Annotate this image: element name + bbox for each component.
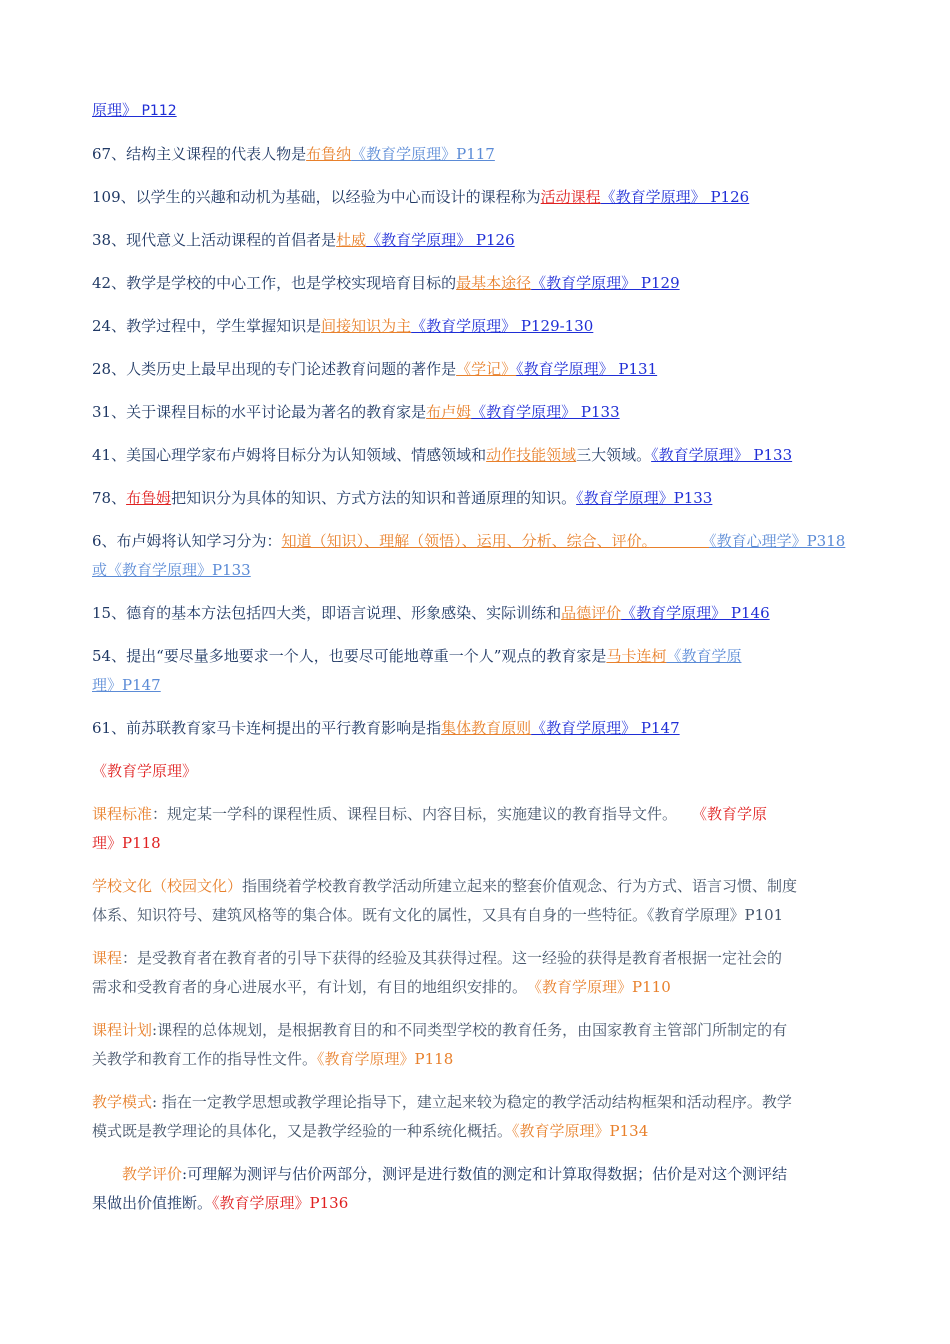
- definition-teaching-model: [92, 1088, 860, 1146]
- reference-link[interactable]: 或《教育学原理》P133: [92, 561, 251, 579]
- definition-reference: 《教育学原理》P134: [512, 1122, 649, 1140]
- answer-link[interactable]: 布卢姆: [426, 403, 472, 421]
- question-38: [92, 226, 860, 255]
- reference-link[interactable]: 《教育学原理》 P133: [471, 403, 620, 421]
- answer-link[interactable]: 活动课程: [540, 188, 601, 206]
- answer-link[interactable]: 杜威: [336, 231, 367, 249]
- question-number: 109、: [92, 188, 136, 206]
- definition-body: 体系、知识符号、建筑风格等的集合体。既有文化的属性，又具有自身的一些特征。《教育学原理》P101: [92, 906, 784, 924]
- question-42: [92, 269, 860, 298]
- definition-course: [92, 944, 860, 1002]
- definition-indent: [92, 1165, 122, 1183]
- definition-reference: 理》P118: [92, 834, 161, 852]
- question-number: 78、: [92, 489, 127, 507]
- question-number: 42、: [92, 274, 127, 292]
- answer-link[interactable]: 布鲁纳: [306, 145, 352, 163]
- definition-body: 果做出价值推断。: [92, 1194, 213, 1212]
- reference-link[interactable]: 《教育学原: [666, 647, 742, 665]
- reference-link[interactable]: 《教育学原理》 P133: [651, 446, 793, 464]
- answer-link[interactable]: 最基本途径: [456, 274, 532, 292]
- reference-link[interactable]: 《教育心理学》P318: [709, 532, 846, 550]
- definition-reference: 《教育学原理》P118: [317, 1050, 454, 1068]
- question-28: [92, 355, 860, 384]
- question-text: 把知识分为具体的知识、方式方法的知识和普通原理的知识。: [171, 489, 577, 507]
- definition-body: ：是受教育者在教育者的引导下获得的经验及其获得过程。这一经验的获得是教育者根据一定社会的: [122, 949, 783, 967]
- document-page: [92, 96, 860, 1218]
- definition-school-culture: [92, 872, 860, 930]
- definition-term: 教学模式: [92, 1093, 153, 1111]
- question-number: 28、: [92, 360, 127, 378]
- question-text: 提出“要尽量多地要求一个人，也要尽可能地尊重一个人”观点的教育家是: [126, 647, 607, 665]
- question-number: 54、: [92, 647, 127, 665]
- definition-term: 课程标准: [92, 805, 153, 823]
- question-number: 31、: [92, 403, 127, 421]
- definition-reference: 《教育学原: [699, 805, 768, 823]
- reference-link[interactable]: 《教育学原理》 P146: [621, 604, 770, 622]
- question-number: 67、: [92, 145, 127, 163]
- question-61: [92, 714, 860, 743]
- definition-body: :可理解为测评与估价两部分，测评是进行数值的测定和计算取得数据；估价是对这个测评结: [182, 1165, 788, 1183]
- question-text: 前苏联教育家马卡连柯提出的平行教育影响是指: [126, 719, 442, 737]
- reference-link[interactable]: 《教育学原理》 P129-130: [411, 317, 594, 335]
- definition-course-plan: [92, 1016, 860, 1074]
- question-text: 教学过程中，学生掌握知识是: [126, 317, 322, 335]
- answer-link[interactable]: 集体教育原则: [441, 719, 532, 737]
- question-109: [92, 183, 860, 212]
- reference-link[interactable]: 原理》 P112: [92, 101, 177, 119]
- question-text: 布卢姆将认知学习分为：: [116, 532, 282, 550]
- question-24: [92, 312, 860, 341]
- reference-link[interactable]: 《教育学原理》 P131: [516, 360, 658, 378]
- reference-link[interactable]: 《教育学原理》P117: [351, 145, 495, 163]
- definition-spacer: [670, 805, 700, 823]
- definition-body: 模式既是教学理论的具体化，又是教学经验的一种系统化概括。: [92, 1122, 513, 1140]
- reference-link[interactable]: 《教育学原理》 P147: [531, 719, 680, 737]
- answer-link[interactable]: 布鲁姆: [126, 489, 172, 507]
- answer-link[interactable]: 马卡连柯: [606, 647, 667, 665]
- question-number: 38、: [92, 231, 127, 249]
- question-31: [92, 398, 860, 427]
- underline-blank: [649, 532, 709, 550]
- question-text: 以学生的兴趣和动机为基础，以经验为中心而设计的课程称为: [135, 188, 541, 206]
- definition-term: 学校文化（校园文化）: [92, 877, 243, 895]
- reference-link[interactable]: 《教育学原理》 P129: [531, 274, 680, 292]
- definition-body: : 指在一定教学思想或教学理论指导下，建立起来较为稳定的教学活动结构框架和活动程序。教学: [152, 1093, 792, 1111]
- reference-link[interactable]: 《教育学原理》P133: [576, 489, 713, 507]
- answer-link[interactable]: 《学记》: [456, 360, 517, 378]
- question-text: 三大领域。: [576, 446, 652, 464]
- question-number: 15、: [92, 604, 127, 622]
- answer-link[interactable]: 知道（知识）、理解（领悟）、运用、分析、综合、评价。: [281, 532, 650, 550]
- definition-body: ：规定某一学科的课程性质、课程目标、内容目标，实施建议的教育指导文件。: [152, 805, 670, 823]
- question-text: 结构主义课程的代表人物是: [126, 145, 307, 163]
- definition-body: 关教学和教育工作的指导性文件。: [92, 1050, 318, 1068]
- definition-body: 需求和受教育者的身心进展水平，有计划，有目的地组织安排的。: [92, 978, 520, 996]
- reference-link[interactable]: 《教育学原理》 P126: [366, 231, 515, 249]
- question-54: [92, 642, 860, 700]
- question-78: [92, 484, 860, 513]
- question-6: [92, 527, 860, 585]
- question-text: 现代意义上活动课程的首倡者是: [126, 231, 337, 249]
- question-text: 美国心理学家布卢姆将目标分为认知领域、情感领域和: [126, 446, 487, 464]
- definition-term: 教学评价: [122, 1165, 183, 1183]
- answer-link[interactable]: 间接知识为主: [321, 317, 412, 335]
- reference-link[interactable]: 理》P147: [92, 676, 161, 694]
- question-number: 41、: [92, 446, 127, 464]
- question-text: 关于课程目标的水平讨论最为著名的教育家是: [126, 403, 427, 421]
- definition-teaching-evaluation: [92, 1160, 860, 1218]
- definition-course-standard: [92, 800, 860, 858]
- definition-reference: 《教育学原理》P136: [212, 1194, 349, 1212]
- question-number: 24、: [92, 317, 127, 335]
- reference-link[interactable]: 《教育学原理》 P126: [600, 188, 750, 206]
- question-number: 61、: [92, 719, 127, 737]
- question-number: 6、: [92, 532, 117, 550]
- question-text: 德育的基本方法包括四大类，即语言说理、形象感染、实际训练和: [126, 604, 562, 622]
- question-67: [92, 140, 860, 169]
- definition-body: :课程的总体规划，是根据教育目的和不同类型学校的教育任务，由国家教育主管部门所制定的有: [152, 1021, 788, 1039]
- section-title: 《教育学原理》: [92, 762, 198, 780]
- answer-link[interactable]: 动作技能领域: [486, 446, 577, 464]
- definition-body: 指围绕着学校教育教学活动所建立起来的整套价值观念、行为方式、语言习惯、制度: [242, 877, 798, 895]
- question-text: 教学是学校的中心工作，也是学校实现培育目标的: [126, 274, 457, 292]
- definition-reference: 《教育学原理》P110: [534, 978, 671, 996]
- line-continuation: [92, 96, 860, 126]
- answer-link[interactable]: 品德评价: [561, 604, 622, 622]
- question-41: [92, 441, 860, 470]
- question-text: 人类历史上最早出现的专门论述教育问题的著作是: [126, 360, 457, 378]
- definition-spacer: [520, 978, 535, 996]
- definition-term: 课程: [92, 949, 123, 967]
- question-15: [92, 599, 860, 628]
- definition-term: 课程计划: [92, 1021, 153, 1039]
